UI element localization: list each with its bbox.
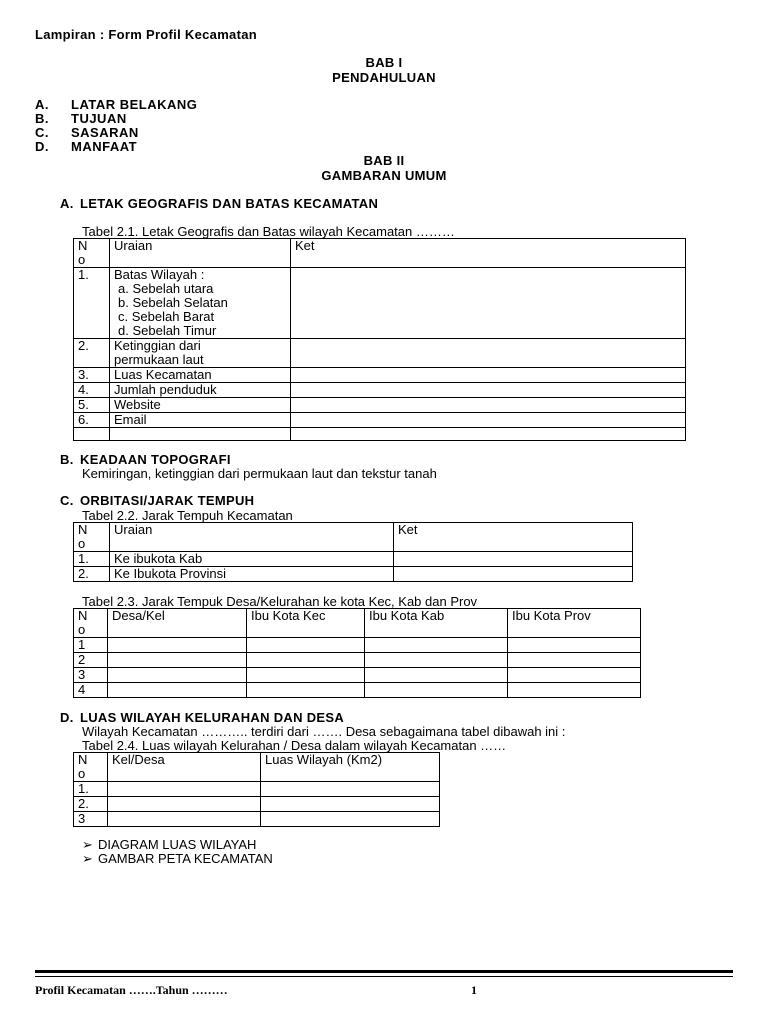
col-header-no: N o — [74, 239, 110, 268]
cell-no — [74, 428, 110, 441]
table-row — [74, 383, 686, 398]
arrow-bullet-icon: ➢ — [82, 851, 93, 866]
cell — [508, 668, 641, 683]
cell — [108, 638, 247, 653]
table-header-row — [74, 523, 633, 552]
section-b-heading — [60, 452, 231, 467]
table-header-row — [74, 609, 641, 638]
cell — [365, 653, 508, 668]
table-row — [74, 398, 686, 413]
list-letter: A. — [35, 97, 49, 112]
cell — [247, 668, 365, 683]
cell — [108, 782, 261, 797]
list-item — [35, 139, 137, 154]
col-header-ket: Ket — [291, 239, 686, 268]
section-letter: D. — [60, 710, 74, 725]
table-header-row — [74, 239, 686, 268]
table-row — [74, 268, 686, 339]
list-text: TUJUAN — [71, 111, 127, 126]
section-a-heading — [60, 196, 378, 211]
cell-no: 1 — [74, 638, 108, 653]
cell-uraian: Website — [110, 398, 291, 413]
cell-ket — [291, 368, 686, 383]
bullet-text: DIAGRAM LUAS WILAYAH — [98, 837, 257, 852]
col-header-ibu-kota-kab: Ibu Kota Kab — [365, 609, 508, 638]
section-b-text: Kemiringan, ketinggian dari permukaan laut dan tekstur tanah — [82, 466, 437, 481]
row1-line: b. Sebelah Selatan — [118, 295, 228, 310]
table-row — [74, 552, 633, 567]
cell-no: 4. — [74, 383, 110, 398]
bullet-text: GAMBAR PETA KECAMATAN — [98, 851, 273, 866]
col-header-desa-kel: Desa/Kel — [108, 609, 247, 638]
col-header-uraian: Uraian — [110, 523, 394, 552]
table-row — [74, 653, 641, 668]
cell-uraian: Ketinggian dari permukaan laut — [110, 339, 291, 368]
cell — [508, 653, 641, 668]
list-text: MANFAAT — [71, 139, 138, 154]
cell — [247, 638, 365, 653]
cell-uraian: Jumlah penduduk — [110, 383, 291, 398]
cell — [261, 782, 440, 797]
cell-ket — [291, 339, 686, 368]
table-2-3 — [73, 608, 641, 698]
cell-ket — [394, 567, 633, 582]
cell — [108, 653, 247, 668]
cell-uraian — [110, 428, 291, 441]
row1-line: Batas Wilayah : — [114, 267, 205, 282]
section-letter: C. — [60, 493, 74, 508]
section-d-text: Wilayah Kecamatan ……….. terdiri dari ……. Desa sebagaimana tabel dibawah ini : — [82, 724, 566, 739]
cell — [365, 683, 508, 698]
section-letter: B. — [60, 452, 74, 467]
col-header-uraian: Uraian — [110, 239, 291, 268]
table-2-2 — [73, 522, 633, 582]
table-row — [74, 339, 686, 368]
footer-rule-thin — [35, 976, 733, 977]
cell-no: 3. — [74, 368, 110, 383]
table-2-1-caption: Tabel 2.1. Letak Geografis dan Batas wilayah Kecamatan ……… — [82, 224, 455, 239]
table-row — [74, 638, 641, 653]
cell-no: 2 — [74, 653, 108, 668]
section-c-heading — [60, 493, 254, 508]
cell-no: 1. — [74, 782, 108, 797]
section-title: LETAK GEOGRAFIS DAN BATAS KECAMATAN — [80, 196, 379, 211]
section-letter: A. — [60, 196, 74, 211]
table-2-3-caption: Tabel 2.3. Jarak Tempuk Desa/Kelurahan ke kota Kec, Kab dan Prov — [82, 594, 478, 609]
cell — [108, 683, 247, 698]
table-row — [74, 668, 641, 683]
cell — [365, 638, 508, 653]
col-header-ibu-kota-kec: Ibu Kota Kec — [247, 609, 365, 638]
table-row — [74, 428, 686, 441]
bullet-item — [82, 852, 273, 866]
cell — [108, 668, 247, 683]
cell — [365, 668, 508, 683]
cell-no: 1. — [74, 268, 110, 339]
table-row — [74, 782, 440, 797]
cell — [508, 638, 641, 653]
cell-no: 5. — [74, 398, 110, 413]
section-title: ORBITASI/JARAK TEMPUH — [80, 493, 255, 508]
table-row — [74, 797, 440, 812]
cell-uraian: Luas Kecamatan — [110, 368, 291, 383]
cell-ket — [291, 268, 686, 339]
table-row — [74, 683, 641, 698]
list-item — [35, 97, 197, 112]
table-row — [74, 368, 686, 383]
cell — [247, 653, 365, 668]
cell-ket — [291, 428, 686, 441]
row1-line: a. Sebelah utara — [118, 281, 214, 296]
cell-uraian: Ke ibukota Kab — [110, 552, 394, 567]
row1-line: c. Sebelah Barat — [118, 309, 215, 324]
cell — [261, 797, 440, 812]
list-item — [35, 125, 139, 140]
bullet-item — [82, 838, 273, 852]
bab1-title: BAB I — [365, 55, 403, 70]
cell — [247, 683, 365, 698]
cell — [261, 812, 440, 827]
section-title: KEADAAN TOPOGRAFI — [80, 452, 231, 467]
table-2-4 — [73, 752, 440, 827]
list-letter: B. — [35, 111, 49, 126]
table-2-4-caption: Tabel 2.4. Luas wilayah Kelurahan / Desa dalam wilayah Kecamatan …… — [82, 738, 507, 753]
attachment-header: Lampiran : Form Profil Kecamatan — [35, 27, 257, 42]
cell — [508, 683, 641, 698]
section-title: LUAS WILAYAH KELURAHAN DAN DESA — [80, 710, 345, 725]
col-header-no: N o — [74, 609, 108, 638]
cell-no: 2. — [74, 797, 108, 812]
list-text: SASARAN — [71, 125, 139, 140]
list-text: LATAR BELAKANG — [71, 97, 198, 112]
col-header-kel-desa: Kel/Desa — [108, 753, 261, 782]
cell-uraian: Ke Ibukota Provinsi — [110, 567, 394, 582]
cell-no: 1. — [74, 552, 110, 567]
cell-ket — [291, 398, 686, 413]
table-2-1 — [73, 238, 686, 441]
section-d-heading — [60, 710, 344, 725]
list-letter: C. — [35, 125, 49, 140]
cell — [108, 797, 261, 812]
table-2-2-caption: Tabel 2.2. Jarak Tempuh Kecamatan — [82, 508, 293, 523]
col-header-no: N o — [74, 753, 108, 782]
row1-line: d. Sebelah Timur — [118, 323, 217, 338]
table-header-row — [74, 753, 440, 782]
table-row — [74, 413, 686, 428]
col-header-no: N o — [74, 523, 110, 552]
cell-no: 2. — [74, 339, 110, 368]
bullet-list — [82, 838, 273, 866]
cell-ket — [291, 413, 686, 428]
bab1-subtitle: PENDAHULUAN — [332, 70, 436, 85]
cell-no: 6. — [74, 413, 110, 428]
cell — [108, 812, 261, 827]
col-header-luas-wilayah: Luas Wilayah (Km2) — [261, 753, 440, 782]
cell-uraian: Email — [110, 413, 291, 428]
list-item — [35, 111, 127, 126]
col-header-ibu-kota-prov: Ibu Kota Prov — [508, 609, 641, 638]
cell-no: 2. — [74, 567, 110, 582]
cell-no: 4 — [74, 683, 108, 698]
bab2-title: BAB II — [363, 153, 405, 168]
col-header-ket: Ket — [394, 523, 633, 552]
cell-uraian — [110, 268, 291, 339]
table-row — [74, 812, 440, 827]
cell-ket — [394, 552, 633, 567]
arrow-bullet-icon: ➢ — [82, 837, 93, 852]
bab2-subtitle: GAMBARAN UMUM — [321, 168, 447, 183]
page-number: 1 — [471, 983, 477, 997]
cell-ket — [291, 383, 686, 398]
cell-no: 3 — [74, 812, 108, 827]
footer-rule-thick — [35, 970, 733, 973]
list-letter: D. — [35, 139, 49, 154]
footer-text: Profil Kecamatan …….Tahun ……… — [35, 983, 228, 997]
table-row — [74, 567, 633, 582]
cell-no: 3 — [74, 668, 108, 683]
